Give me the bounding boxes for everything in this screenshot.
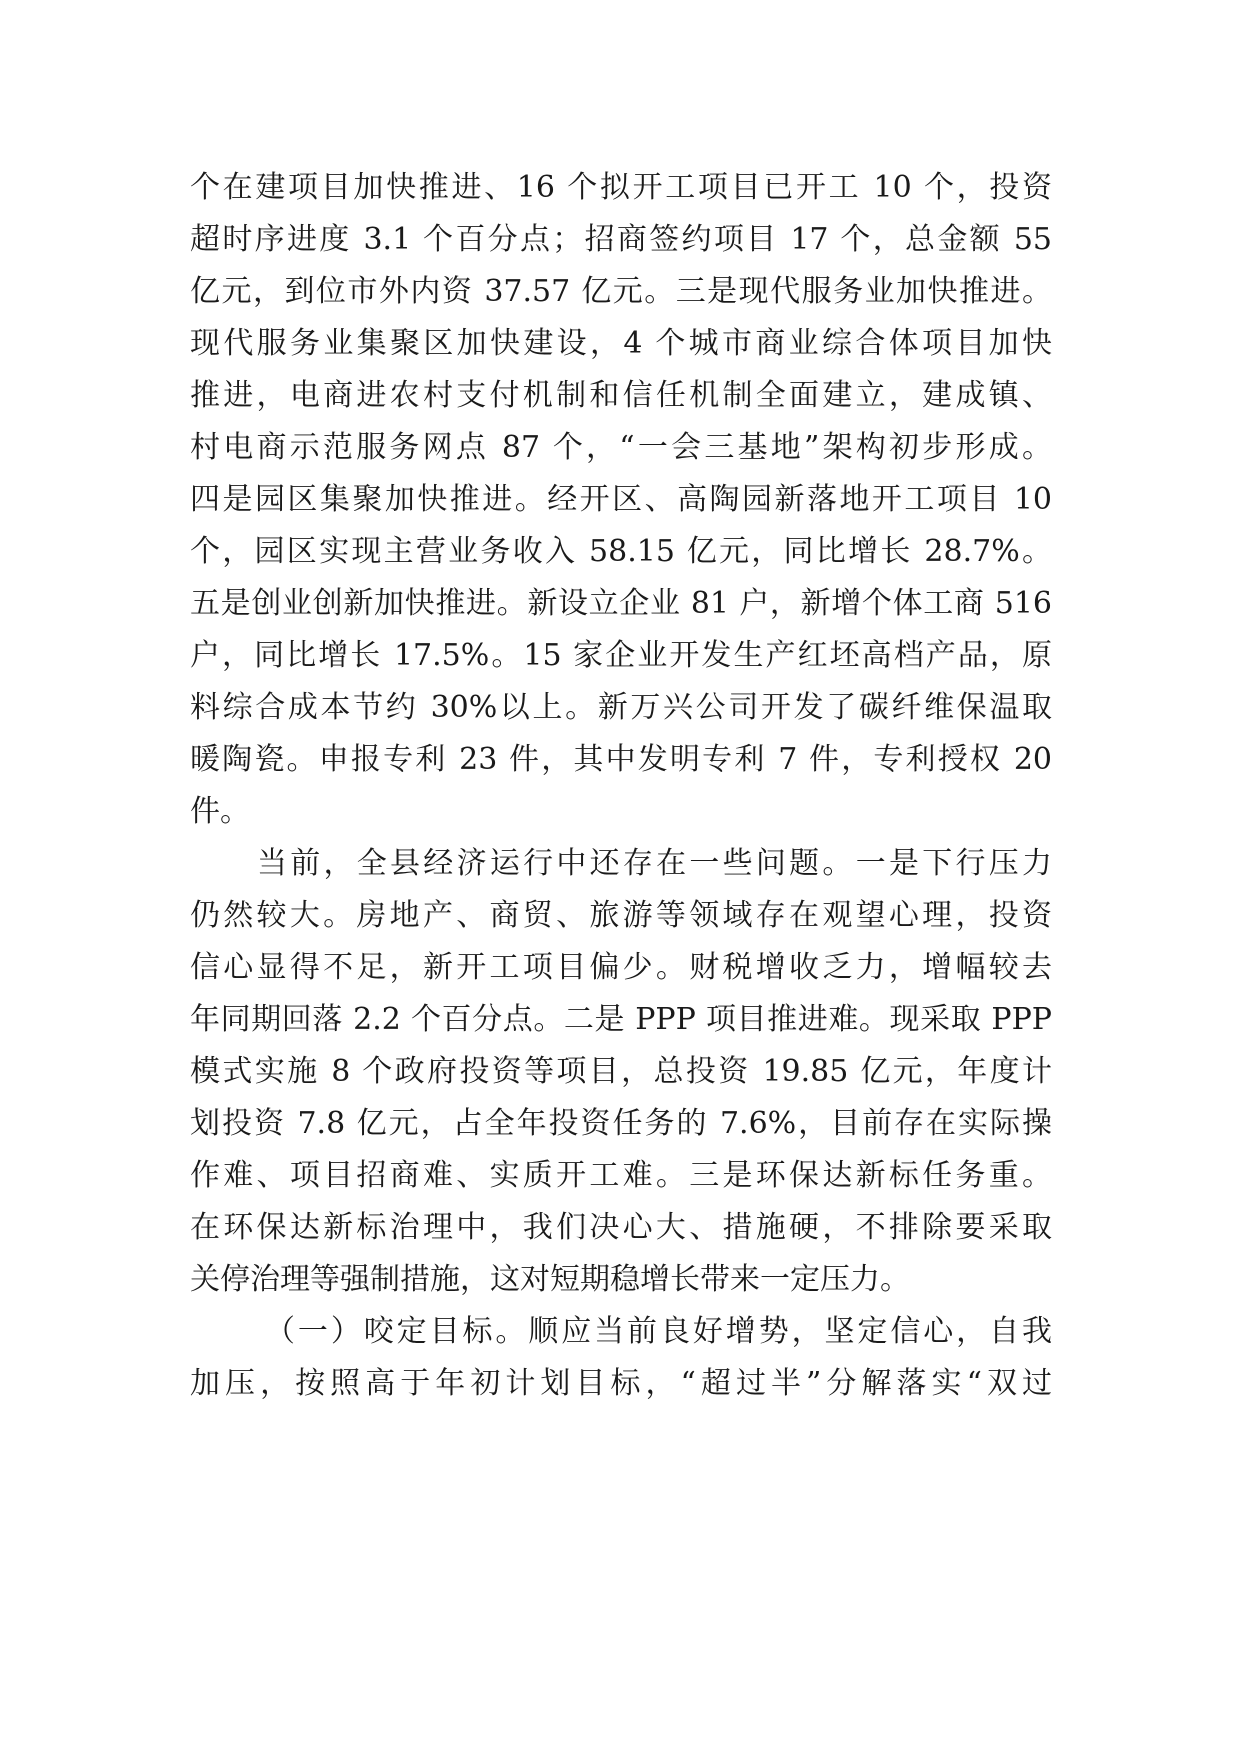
text-line: 仍然较大。房地产、商贸、旅游等领域存在观望心理，投资 (190, 898, 1052, 933)
text-line: 关停治理等强制措施，这对短期稳增长带来一定压力。 (190, 1262, 910, 1297)
text-line: 模式实施 8 个政府投资等项目，总投资 19.85 亿元，年度计 (190, 1054, 1052, 1089)
paragraph-first-line: 当前，全县经济运行中还存在一些问题。一是下行压力 (257, 846, 1052, 881)
text-line: 作难、项目招商难、实质开工难。三是环保达新标任务重。 (190, 1158, 1052, 1193)
text-line: 推进，电商进农村支付机制和信任机制全面建立，建成镇、 (190, 378, 1052, 413)
text-line: 超时序进度 3.1 个百分点；招商签约项目 17 个，总金额 55 (190, 222, 1052, 257)
text-line: 四是园区集聚加快推进。经开区、高陶园新落地开工项目 10 (190, 482, 1052, 517)
text-line: 现代服务业集聚区加快建设，4 个城市商业综合体项目加快 (190, 326, 1052, 361)
text-line: 五是创业创新加快推进。新设立企业 81 户，新增个体工商 516 (190, 586, 1052, 621)
text-line: 划投资 7.8 亿元，占全年投资任务的 7.6%，目前存在实际操 (190, 1106, 1052, 1141)
text-line: 村电商示范服务网点 87 个，“一会三基地”架构初步形成。 (190, 430, 1052, 465)
text-line: 个，园区实现主营业务收入 58.15 亿元，同比增长 28.7%。 (190, 534, 1052, 569)
text-line: 加压，按照高于年初计划目标，“超过半”分解落实“双过 (190, 1366, 1052, 1401)
text-line: 户，同比增长 17.5%。15 家企业开发生产红坯高档产品，原 (190, 638, 1052, 673)
text-line: 信心显得不足，新开工项目偏少。财税增收乏力，增幅较去 (190, 950, 1052, 985)
text-line: 在环保达新标治理中，我们决心大、措施硬，不排除要采取 (190, 1210, 1052, 1245)
text-line: 年同期回落 2.2 个百分点。二是 PPP 项目推进难。现采取 PPP (190, 1002, 1052, 1037)
text-line: 亿元，到位市外内资 37.57 亿元。三是现代服务业加快推进。 (190, 274, 1052, 309)
text-line: 料综合成本节约 30%以上。新万兴公司开发了碳纤维保温取 (190, 690, 1052, 725)
text-line: 暖陶瓷。申报专利 23 件，其中发明专利 7 件，专利授权 20 (190, 742, 1052, 777)
text-line: 件。 (190, 794, 250, 829)
paragraph-first-line: （一）咬定目标。顺应当前良好增势，坚定信心，自我 (265, 1314, 1052, 1349)
text-line: 个在建项目加快推进、16 个拟开工项目已开工 10 个，投资 (190, 170, 1052, 205)
